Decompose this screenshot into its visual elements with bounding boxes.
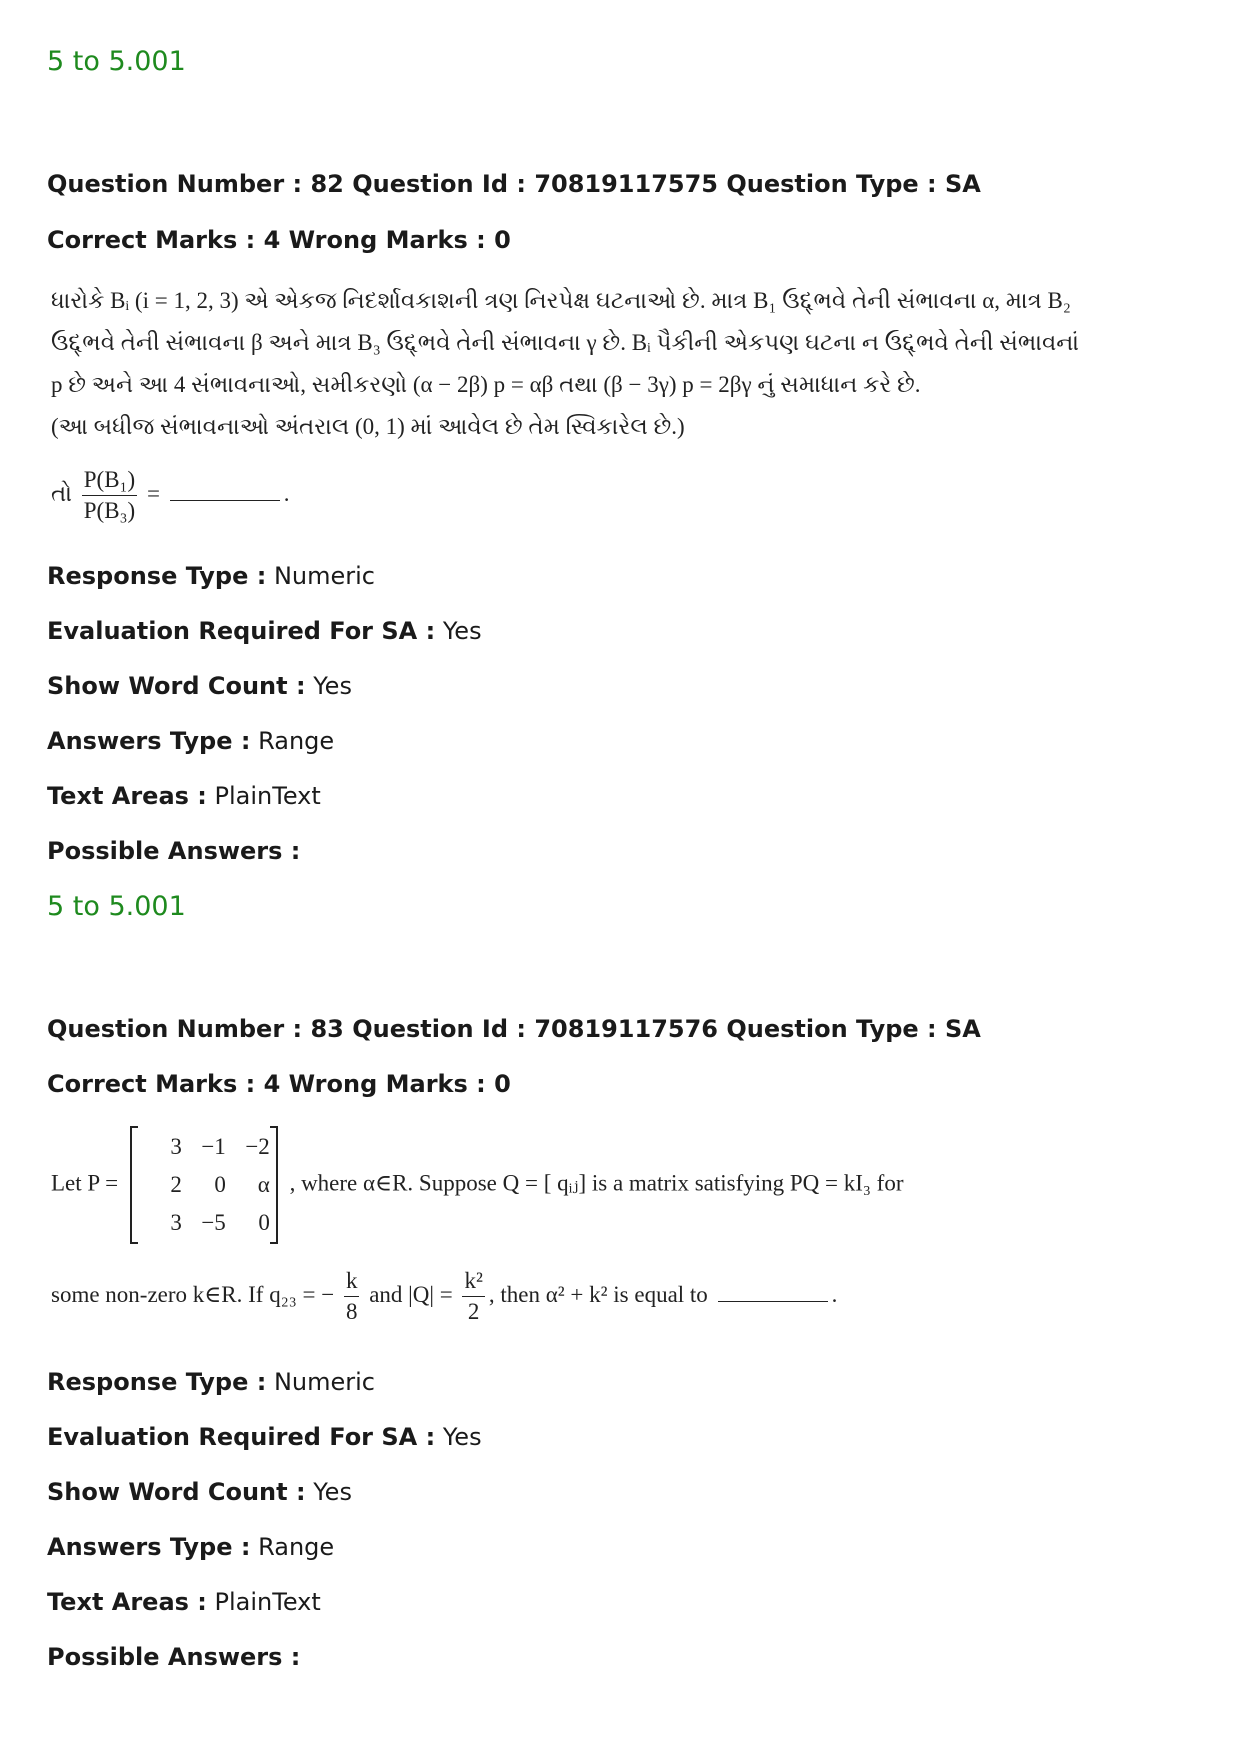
matrix-cell: 2 [170,1172,182,1197]
end-period: . [283,480,290,506]
answers-type: Answers Type : Range [47,1533,335,1561]
show-word-count: Show Word Count : Yes [47,672,352,700]
question-text-line: and |Q| = [369,1281,453,1307]
question-header: Question Number : 82 Question Id : 70819117575 Question Type : SA [47,170,981,198]
matrix-cell: 0 [258,1210,270,1235]
question-header: Question Number : 83 Question Id : 70819117576 Question Type : SA [47,1015,981,1043]
evaluation-required: Evaluation Required For SA : Yes [47,1423,482,1451]
question-text-line: , where α∈R. Suppose Q = [ qᵢⱼ] is a matrix satisfying PQ = kI₃ for [289,1170,904,1196]
marks-line: Correct Marks : 4 Wrong Marks : 0 [47,1070,511,1098]
possible-answer: 5 to 5.001 [47,891,186,922]
matrix-cell: −1 [201,1134,226,1159]
fraction [462,1266,484,1327]
text-areas: Text Areas : PlainText [47,782,321,810]
question-text-line: , then α² + k² is equal to [488,1281,708,1307]
question-formula [51,465,289,526]
evaluation-required: Evaluation Required For SA : Yes [47,617,482,645]
fraction [82,465,137,526]
matrix-cell: 3 [170,1210,182,1235]
fraction-numerator: k [344,1266,360,1297]
question-text [51,1126,904,1244]
answers-type: Answers Type : Range [47,727,335,755]
fraction-numerator: k² [462,1266,484,1297]
let-text: Let P = [51,1170,119,1196]
matrix-cell: α [257,1172,270,1197]
question-text [51,1266,837,1327]
fraction-denominator: 2 [467,1299,480,1324]
matrix-p [130,1126,278,1244]
possible-answers-label: Possible Answers : [47,1643,301,1671]
question-text-line: ઉદ્દ્ભવે તેની સંભાવના β અને માત્ર B₃ ઉદ્દ્ભવે તેની સંભાવના γ છે. Bᵢ પૈકીની એકપણ ઘટના ન ઉદ્દ્ભવે તેની સંભાવનાં [51,330,1080,355]
question-text-line: p છે અને આ 4 સંભાવનાઓ, સમીકરણો (α − 2β) p = αβ તથા (β − 3γ) p = 2βγ નું સમાધાન કરે છે. [51,372,921,397]
matrix-cell: −5 [201,1210,226,1235]
response-type: Response Type : Numeric [47,562,375,590]
response-type: Response Type : Numeric [47,1368,375,1396]
matrix-cell: −2 [245,1134,270,1159]
answer-blank [170,480,280,501]
end-period: . [831,1281,838,1307]
fraction-denominator: P(B₃) [83,498,136,523]
text-areas: Text Areas : PlainText [47,1588,321,1616]
question-text-line: some non-zero k∈R. If q₂₃ = − [51,1281,335,1307]
matrix-cell: 0 [214,1172,226,1197]
question-text-line: (આ બધીજ સંભાવનાઓ અંતરાલ (0, 1) માં આવેલ છે તેમ સ્વિકારેલ છે.) [51,414,685,439]
question-text [51,280,1079,448]
possible-answer: 5 to 5.001 [47,46,186,77]
fraction [344,1266,360,1327]
fraction-numerator: P(B₁) [82,465,137,496]
question-text-line: ધારોકે Bᵢ (i = 1, 2, 3) એ એકજ નિદર્શાવકાશની ત્રણ નિરપેક્ષ ઘટનાઓ છે. માત્ર B₁ ઉદ્દ્ભવે તેની સંભાવના α, માત્ર B₂ [51,288,1071,313]
show-word-count: Show Word Count : Yes [47,1478,352,1506]
formula-prefix: તો [51,480,72,506]
possible-answers-label: Possible Answers : [47,837,301,865]
answer-blank [718,1281,828,1302]
matrix-cell: 3 [170,1134,182,1159]
marks-line: Correct Marks : 4 Wrong Marks : 0 [47,226,511,254]
fraction-denominator: 8 [345,1299,358,1324]
equals-sign: = [146,480,160,506]
